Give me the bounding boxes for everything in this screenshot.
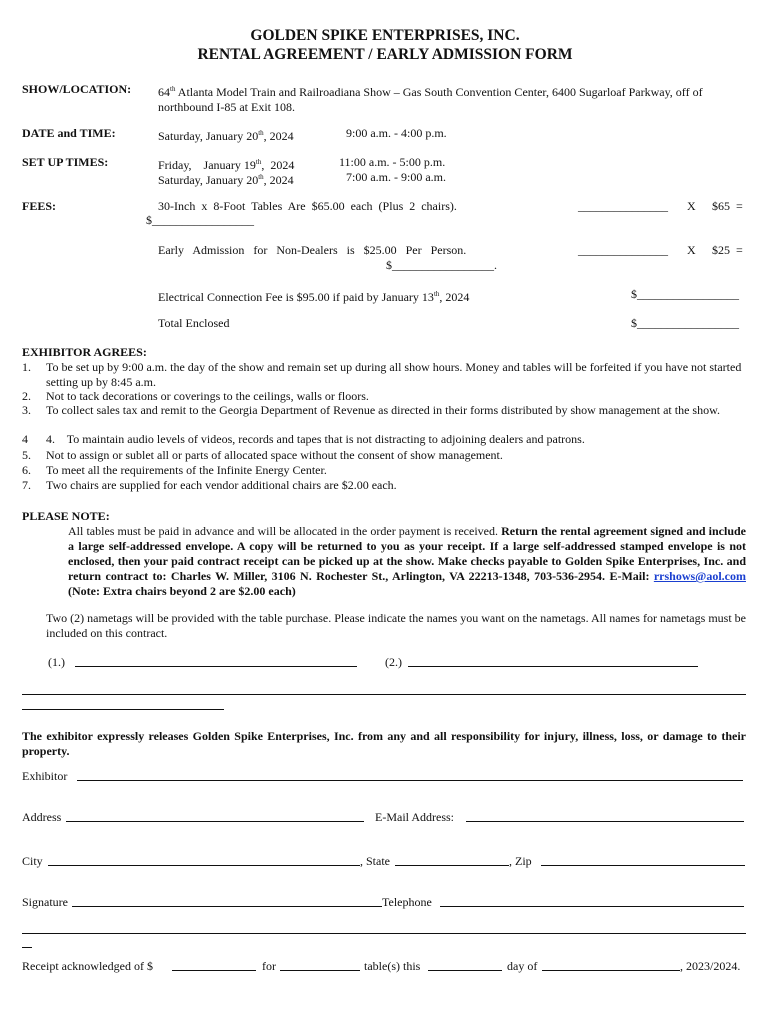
form-title: RENTAL AGREEMENT / EARLY ADMISSION FORM	[197, 46, 573, 63]
signature-label: Signature	[22, 895, 68, 909]
divider	[22, 947, 32, 948]
tables-times: X	[687, 199, 696, 213]
receipt-amount-field[interactable]	[172, 958, 256, 971]
receipt-text-2: for	[262, 959, 276, 973]
fees-label: FEES:	[22, 199, 57, 213]
receipt-month-field[interactable]	[542, 958, 680, 971]
exhibitor-field[interactable]	[77, 768, 743, 781]
divider	[22, 694, 746, 695]
city-label: City	[22, 854, 43, 868]
exhibitor-label: Exhibitor	[22, 769, 68, 783]
telephone-label: Telephone	[382, 895, 432, 909]
address-label: Address	[22, 810, 62, 824]
tables-qty-field[interactable]: _______________	[578, 199, 668, 213]
early-qty-field[interactable]: _______________	[578, 243, 668, 257]
please-note-body: All tables must be paid in advance and will be allocated in the order payment is received. Return the rental agreement signed and include a large self-addressed envelope. A copy will be returned to you as your receipt. If a large self-addressed stamped envelope is not enclosed, then your paid contract receipt can be picked up at the show. Make checks payable to Golden Spike Enterprises, Inc. and return contract to: Charles W. Miller, 3106 N. Rochester St., Arlington, VA 22213-1348, 703-536-2954. E-Mail: rrshows@aol.com (Note: Extra chairs beyond 2 are $2.00 each)	[68, 524, 747, 598]
early-price: $25 =	[712, 243, 743, 257]
setup-day-1: Friday, January 19th, 2024	[158, 158, 295, 172]
setup-time-1: 11:00 a.m. - 5:00 p.m.	[339, 155, 446, 169]
divider	[22, 709, 224, 710]
show-location-label: SHOW/LOCATION:	[22, 82, 132, 96]
state-label: , State	[360, 854, 390, 868]
date-time-label: DATE and TIME:	[22, 126, 116, 140]
nametag-1-field[interactable]	[75, 654, 357, 667]
setup-day-2: Saturday, January 20th, 2024	[158, 173, 294, 187]
early-times: X	[687, 243, 696, 257]
early-total-field[interactable]: $_________________.	[386, 258, 497, 272]
tables-total-field[interactable]: $_________________	[146, 213, 254, 227]
email-field[interactable]	[466, 809, 744, 822]
early-admission-text: Early Admission for Non-Dealers is $25.00 Per Person.	[158, 243, 467, 257]
telephone-field[interactable]	[440, 894, 744, 907]
receipt-text-3: table(s) this	[364, 959, 421, 973]
address-field[interactable]	[66, 809, 364, 822]
nametag-1-label: (1.)	[48, 655, 65, 669]
nametag-2-label: (2.)	[385, 655, 402, 669]
receipt-text-1: Receipt acknowledged of $	[22, 959, 153, 973]
company-name: GOLDEN SPIKE ENTERPRISES, INC.	[250, 27, 520, 44]
list-item: 5. Not to assign or sublet all or parts of allocated space without the consent of show management.	[22, 448, 503, 462]
list-item: 4 4. To maintain audio levels of videos, records and tapes that is not distracting to adjoining dealers and patrons.	[22, 432, 585, 446]
receipt-text-4: day of	[507, 959, 538, 973]
total-enclosed-label: Total Enclosed	[158, 316, 230, 330]
tables-fee-text: 30-Inch x 8-Foot Tables Are $65.00 each (Plus 2 chairs).	[158, 199, 457, 213]
contact-email-link[interactable]: rrshows@aol.com	[653, 569, 746, 583]
electrical-total-field[interactable]: $_________________	[631, 287, 739, 301]
nametag-2-field[interactable]	[408, 654, 698, 667]
list-item: 1. To be set up by 9:00 a.m. the day of the show and remain set up during all show hours. Money and tables will be forfeited if you have not started setting up by 8:45 a.m.	[22, 360, 742, 389]
show-location-value: 64th Atlanta Model Train and Railroadiana Show – Gas South Convention Center, 6400 Sugarloaf Parkway, off of northbound I-85 at Exit 108.	[158, 85, 703, 114]
electrical-fee-text: Electrical Connection Fee is $95.00 if paid by January 13th, 2024	[158, 290, 470, 304]
tables-price: $65 =	[712, 199, 743, 213]
exhibitor-agrees-heading: EXHIBITOR AGREES:	[22, 345, 147, 359]
receipt-tables-field[interactable]	[280, 958, 360, 971]
setup-time-2: 7:00 a.m. - 9:00 a.m.	[346, 170, 446, 184]
total-enclosed-field[interactable]: $_________________	[631, 316, 739, 330]
city-field[interactable]	[48, 853, 360, 866]
divider	[22, 933, 746, 934]
nametags-note: Two (2) nametags will be provided with the table purchase. Please indicate the names you want on the nametags. All names for nametags must be included on this contract.	[46, 611, 746, 640]
list-item: 7. Two chairs are supplied for each vendor additional chairs are $2.00 each.	[22, 478, 397, 492]
email-label: E-Mail Address:	[375, 810, 454, 824]
release-statement: The exhibitor expressly releases Golden Spike Enterprises, Inc. from any and all responsibility for injury, illness, loss, or damage to their property.	[22, 729, 746, 758]
list-item: 3. To collect sales tax and remit to the Georgia Department of Revenue as directed in their forms distributed by show management at the show.	[22, 403, 720, 417]
receipt-day-field[interactable]	[428, 958, 502, 971]
zip-field[interactable]	[541, 853, 745, 866]
please-note-heading: PLEASE NOTE:	[22, 509, 110, 523]
zip-label: , Zip	[509, 854, 532, 868]
state-field[interactable]	[395, 853, 509, 866]
signature-field[interactable]	[72, 894, 382, 907]
time-value: 9:00 a.m. - 4:00 p.m.	[346, 126, 447, 140]
list-item: 2. Not to tack decorations or coverings to the ceilings, walls or floors.	[22, 389, 369, 403]
receipt-text-5: , 2023/2024.	[680, 959, 741, 973]
list-item: 6. To meet all the requirements of the Infinite Energy Center.	[22, 463, 327, 477]
setup-times-label: SET UP TIMES:	[22, 155, 109, 169]
date-value: Saturday, January 20th, 2024	[158, 129, 294, 143]
